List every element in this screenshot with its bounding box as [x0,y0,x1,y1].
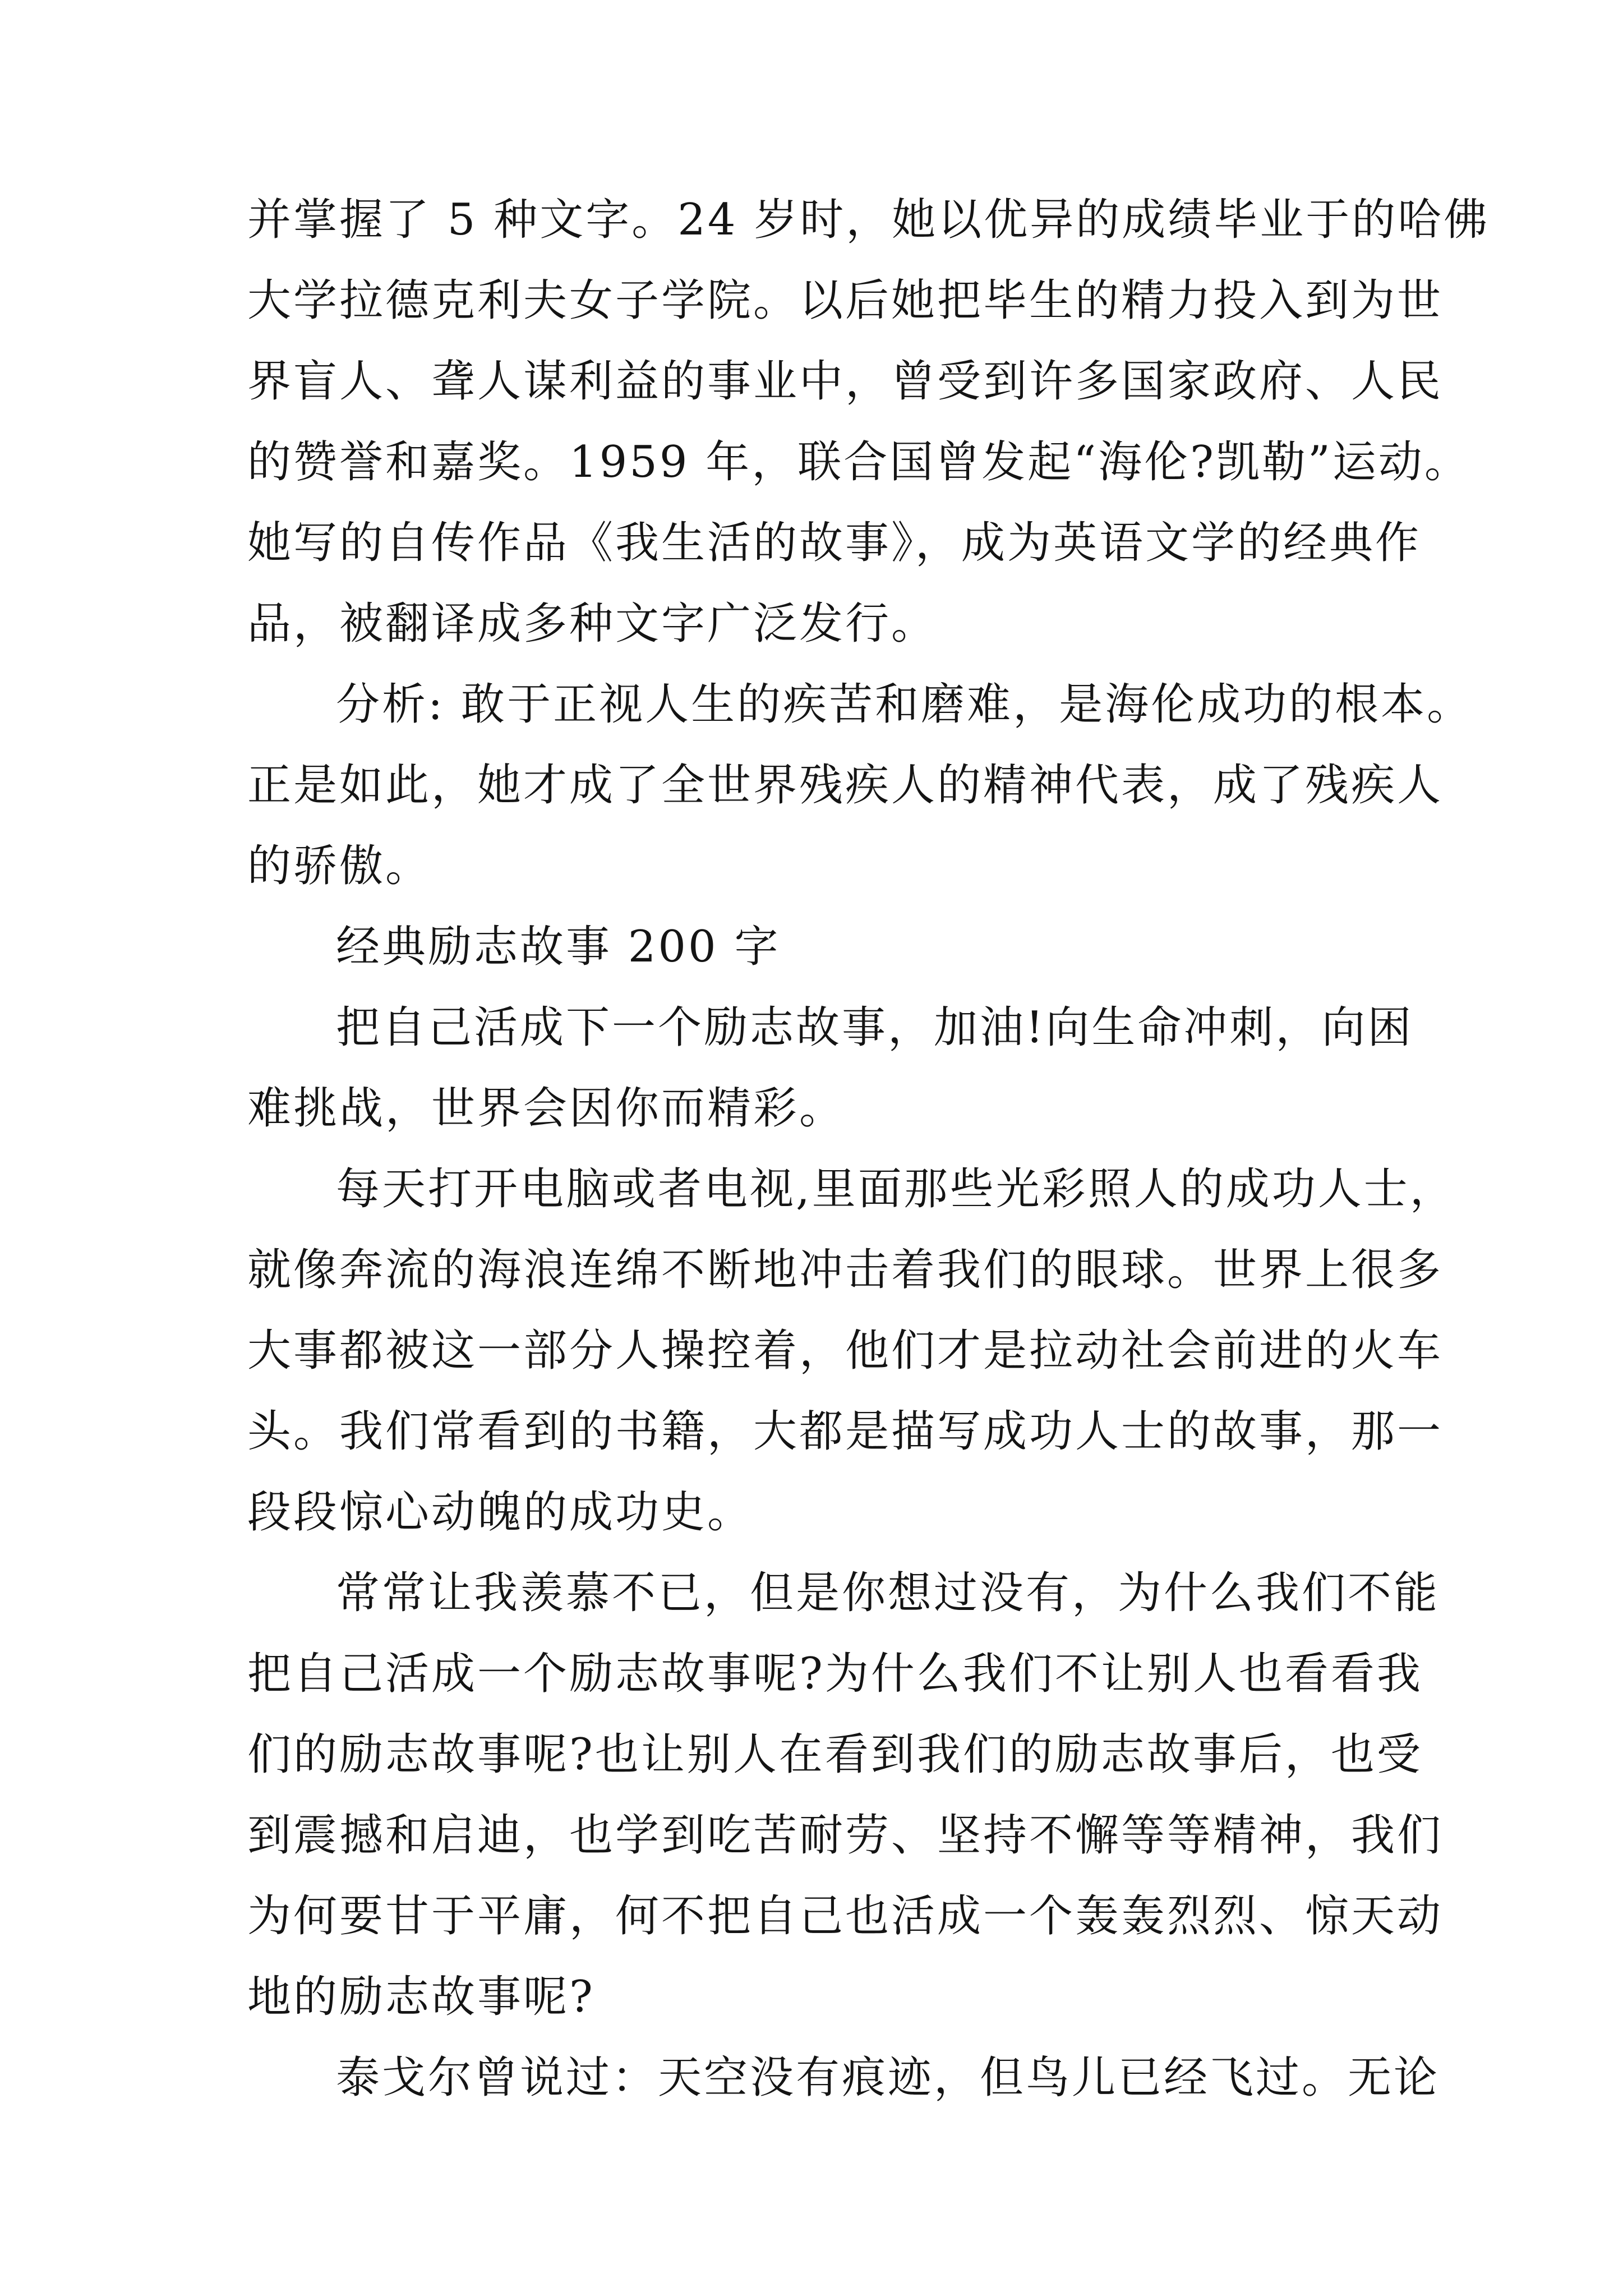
text-line: 们的励志故事呢?也让别人在看到我们的励志故事后，也受 [247,1729,1423,1780]
section-heading: 经典励志故事 200 字 [336,922,781,972]
text-line: 的赞誉和嘉奖。1959 年，联合国曾发起“海伦?凯勒”运动。 [247,437,1470,487]
text-line: 地的励志故事呢? [247,1972,595,2022]
body-text [247,180,1490,2118]
text-line: 大学拉德克利夫女子学院。以后她把毕生的精力投入到为世 [247,275,1444,326]
text-line: 正是如此，她才成了全世界残疾人的精神代表，成了残疾人 [247,760,1444,811]
text-line: 她写的自传作品《我生活的故事》，成为英语文学的经典作 [247,518,1422,568]
text-line: 大事都被这一部分人操控着，他们才是拉动社会前进的火车 [247,1326,1444,1376]
paragraph-first-line: 把自己活成下一个励志故事，加油!向生命冲刺，向困 [336,1002,1414,1053]
paragraph-first-line: 每天打开电脑或者电视,里面那些光彩照人的成功人士， [336,1164,1456,1214]
paragraph-first-line: 分析: 敢于正视人生的疾苦和磨难，是海伦成功的根本。 [336,679,1473,730]
text-line: 为何要甘于平庸，何不把自己也活成一个轰轰烈烈、惊天动 [247,1891,1444,1941]
text-line: 到震撼和启迪，也学到吃苦耐劳、坚持不懈等等精神，我们 [247,1810,1444,1861]
text-line: 段段惊心动魄的成功史。 [247,1487,754,1538]
text-line: 就像奔流的海浪连绵不断地冲击着我们的眼球。世界上很多 [247,1245,1444,1295]
text-line: 品，被翻译成多种文字广泛发行。 [247,599,938,649]
text-line: 难挑战，世界会因你而精彩。 [247,1083,846,1134]
paragraph-first-line: 常常让我羡慕不已，但是你想过没有，为什么我们不能 [336,1568,1440,1618]
paragraph-first-line: 泰戈尔曾说过：天空没有痕迹，但鸟儿已经飞过。无论 [336,2053,1440,2103]
text-line: 界盲人、聋人谋利益的事业中，曾受到许多国家政府、人民 [247,356,1444,407]
text-line: 并掌握了 5 种文字。24 岁时，她以优异的成绩毕业于的哈佛 [247,195,1490,245]
text-line: 的骄傲。 [247,841,432,891]
text-line: 头。我们常看到的书籍，大都是描写成功人士的故事，那一 [247,1406,1444,1457]
text-line: 把自己活成一个励志故事呢?为什么我们不让别人也看看我 [247,1649,1423,1699]
